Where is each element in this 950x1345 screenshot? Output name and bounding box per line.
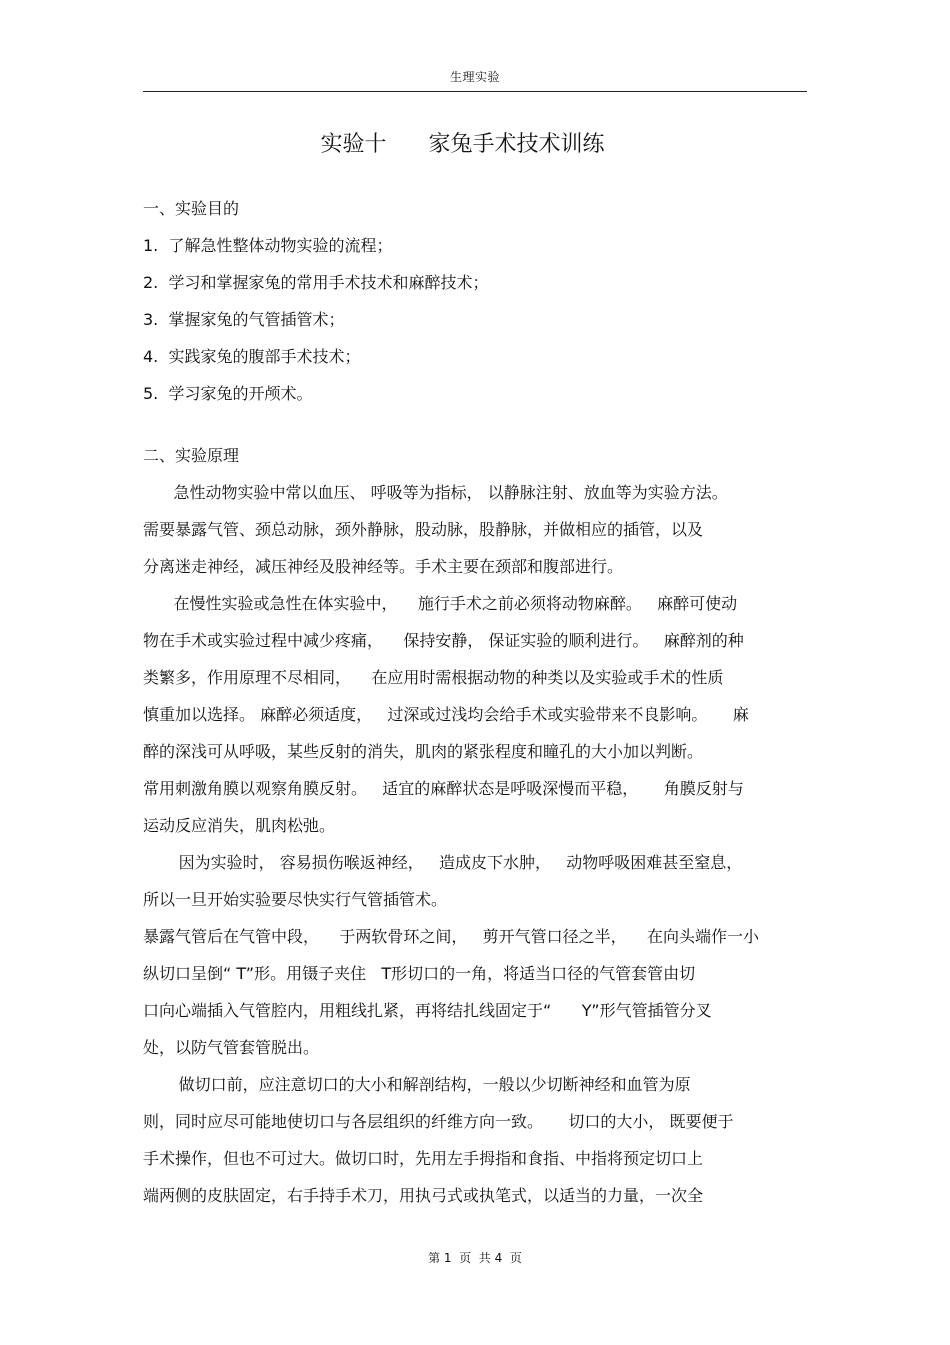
paragraph-line: 手术操作，但也不可过大。做切口时，先用左手拇指和食指、中指将预定切口上: [143, 1149, 704, 1168]
paragraph-line: 急性动物实验中常以血压、 呼吸等为指标， 以静脉注射、放血等为实验方法。: [143, 483, 728, 502]
document-body: [143, 190, 807, 1214]
list-item: 3. 掌握家兔的气管插管术；: [143, 310, 345, 329]
page-header: 生理实验: [449, 70, 500, 84]
paragraph-line: 物在手术或实验过程中减少疼痛， 保持安静， 保证实验的顺利进行。 麻醉剂的种: [143, 631, 744, 650]
paragraph-line: 慎重加以选择。 麻醉必须适度， 过深或过浅均会给手术或实验带来不良影响。 麻: [143, 705, 749, 724]
section-heading-purpose: 一、实验目的: [143, 199, 240, 218]
paragraph-line: 类繁多，作用原理不尽相同， 在应用时需根据动物的种类以及实验或手术的性质: [143, 668, 724, 687]
paragraph-line: 则，同时应尽可能地使切口与各层组织的纤维方向一致。 切口的大小， 既要便于: [143, 1112, 734, 1131]
paragraph-line: 在慢性实验或急性在体实验中， 施行手术之前必须将动物麻醉。 麻醉可使动: [143, 594, 738, 613]
list-item: 2. 学习和掌握家兔的常用手术技术和麻醉技术；: [143, 273, 489, 292]
list-item: 4. 实践家兔的腹部手术技术；: [143, 347, 361, 366]
header-divider: [143, 91, 807, 92]
paragraph-line: 醉的深浅可从呼吸，某些反射的消失，肌肉的紧张程度和瞳孔的大小加以判断。: [143, 742, 704, 761]
paragraph-line: 口向心端插入气管腔内，用粗线扎紧，再将结扎线固定于“ Y”形气管插管分叉: [143, 1001, 712, 1020]
paragraph-line: 因为实验时， 容易损伤喉返神经， 造成皮下水肿， 动物呼吸困难甚至窒息，: [143, 853, 743, 872]
document-title: 实验十 家兔手术技术训练: [320, 132, 605, 157]
paragraph-line: 做切口前，应注意切口的大小和解剖结构，一般以少切断神经和血管为原: [143, 1075, 691, 1094]
page-footer: 第 1 页 共 4 页: [428, 1251, 522, 1265]
paragraph-line: 端两侧的皮肤固定，右手持手术刀，用执弓式或执笔式，以适当的力量，一次全: [143, 1186, 704, 1205]
paragraph-line: 分离迷走神经，减压神经及股神经等。手术主要在颈部和腹部进行。: [143, 557, 624, 576]
paragraph-line: 所以一旦开始实验要尽快实行气管插管术。: [143, 890, 448, 909]
paragraph-line: 需要暴露气管、颈总动脉，颈外静脉，股动脉，股静脉，并做相应的插管，以及: [143, 520, 704, 539]
section-spacer: [143, 412, 807, 437]
list-item: 1. 了解急性整体动物实验的流程；: [143, 236, 393, 255]
section-heading-principle: 二、实验原理: [143, 446, 240, 465]
list-item: 5. 学习家兔的开颅术。: [143, 384, 313, 403]
paragraph-line: 暴露气管后在气管中段， 于两软骨环之间， 剪开气管口径之半， 在向头端作一小: [143, 927, 759, 946]
paragraph-line: 纵切口呈倒“ T”形。用镊子夹住 T形切口的一角，将适当口径的气管套管由切: [143, 964, 696, 983]
paragraph-line: 常用刺激角膜以观察角膜反射。 适宜的麻醉状态是呼吸深慢而平稳， 角膜反射与: [143, 779, 744, 798]
paragraph-line: 处，以防气管套管脱出。: [143, 1038, 320, 1057]
paragraph-line: 运动反应消失，肌肉松弛。: [143, 816, 336, 835]
